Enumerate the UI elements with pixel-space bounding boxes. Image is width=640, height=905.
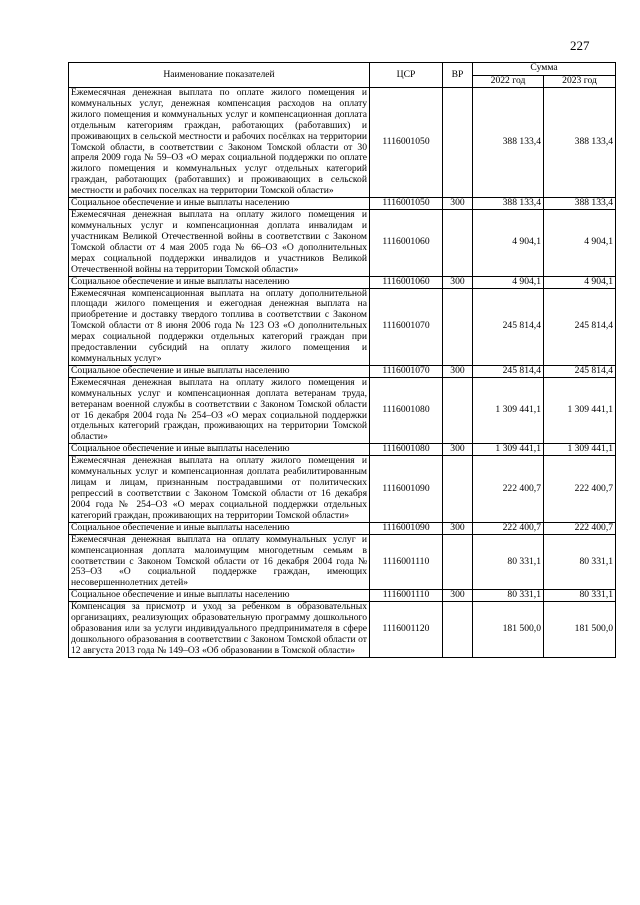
table-row [69,288,616,365]
cell-csr: 1116001060 [370,276,443,288]
cell-vr: 300 [443,444,473,456]
cell-csr: 1116001110 [370,534,443,590]
cell-csr: 1116001090 [370,522,443,534]
table-row [69,456,616,522]
cell-amount-2023: 245 814,4 [544,288,616,365]
cell-name: Социальное обеспечение и иные выплаты населению [69,198,370,210]
cell-amount-2023: 222 400,7 [544,522,616,534]
cell-amount-2022: 4 904,1 [473,276,544,288]
cell-vr: 300 [443,365,473,377]
header-csr: ЦСР [370,63,443,88]
cell-amount-2023: 222 400,7 [544,456,616,522]
header-vr: ВР [443,63,473,88]
cell-name: Ежемесячная денежная выплата на оплату жилого помещения и коммунальных услуг и компенсационная доплата ветеранам труда, ветеранам военной службы в соответствии с Законом Томской области от 16 декабря 2004 года № 254–ОЗ «О мерах социальной поддержки отдельных категорий граждан, проживающих на территории Томской области» [69,377,370,443]
cell-name: Ежемесячная денежная выплата на оплату жилого помещения и коммунальных услуг и компенсационная доплата инвалидам и участникам Великой Отечественной войны в соответствии с Законом Томской области от 4 мая 2005 года № 66–ОЗ «О дополнительных мерах социальной поддержки инвалидов и участников Великой Отечественной войны на территории Томской области» [69,210,370,276]
cell-name: Социальное обеспечение и иные выплаты населению [69,276,370,288]
header-name: Наименование показателей [69,63,370,88]
cell-amount-2023: 1 309 441,1 [544,377,616,443]
cell-name: Ежемесячная денежная выплата на оплату жилого помещения и коммунальных услуг и компенсационная доплата реабилитированным лицам и лицам, признанным пострадавшими от политических репрессий в соответствии с Законом Томской области от 16 декабря 2004 года № 254–ОЗ «О мерах социальной поддержки отдельных категорий граждан, проживающих на территории Томской области» [69,456,370,522]
table-row [69,210,616,276]
table-body [69,88,616,658]
cell-name: Ежемесячная компенсационная выплата на оплату дополнительной площади жилого помещения и ежегодная денежная выплата на приобретение и доставку твердого топлива в соответствии с Законом Томской области от 8 июня 2006 года № 123 ОЗ «О дополнительных мерах социальной поддержки отдельных категорий граждан при предоставлении субсидий на оплату жилого помещения и коммунальных услуг» [69,288,370,365]
cell-amount-2022: 245 814,4 [473,365,544,377]
cell-amount-2023: 80 331,1 [544,534,616,590]
cell-name: Компенсация за присмотр и уход за ребенком в образовательных организациях, реализующих образовательную программу дошкольного образования или за услуги индивидуального предпринимателя в сфере дошкольного образования в соответствии с Законом Томской области от 12 августа 2013 года № 149–ОЗ «Об образовании в Томской области» [69,602,370,658]
cell-csr: 1116001070 [370,288,443,365]
table-row [69,377,616,443]
cell-vr: 300 [443,276,473,288]
cell-vr [443,88,473,198]
cell-name: Ежемесячная денежная выплата на оплату коммунальных услуг и компенсационная доплата малоимущим многодетным семьям в соответствии с Законом Томской области от 16 декабря 2004 года № 253–ОЗ «О социальной поддержке граждан, имеющих несовершеннолетних детей» [69,534,370,590]
page-number: 227 [570,38,590,53]
cell-vr: 300 [443,522,473,534]
cell-csr: 1116001070 [370,365,443,377]
cell-name: Ежемесячная денежная выплата по оплате жилого помещения и коммунальных услуг, денежная компенсация расходов на оплату жилого помещения и коммунальных услуг и компенсационная доплата отдельным категориям граждан, работающих (работавших) и проживающих в сельской местности и рабочих посёлках на территории Томской области, в соответствии с Законом Томской области от 30 апреля 2009 года № 59–ОЗ «О мерах социальной поддержки по оплате жилого помещения и коммунальных услуг отдельных категорий граждан, работающих (работавших) и проживающих в сельской местности и рабочих поселках на территории Томской области» [69,88,370,198]
cell-amount-2023: 388 133,4 [544,198,616,210]
cell-amount-2022: 4 904,1 [473,210,544,276]
table-row-subtotal [69,444,616,456]
cell-amount-2022: 388 133,4 [473,198,544,210]
cell-vr [443,456,473,522]
cell-amount-2023: 388 133,4 [544,88,616,198]
cell-csr: 1116001060 [370,210,443,276]
cell-name: Социальное обеспечение и иные выплаты населению [69,444,370,456]
cell-amount-2022: 1 309 441,1 [473,444,544,456]
header-sum: Сумма [473,63,616,76]
cell-csr: 1116001050 [370,88,443,198]
cell-vr [443,288,473,365]
table-row [69,534,616,590]
cell-amount-2022: 181 500,0 [473,602,544,658]
budget-table [68,62,616,658]
cell-csr: 1116001050 [370,198,443,210]
cell-amount-2022: 80 331,1 [473,590,544,602]
cell-csr: 1116001080 [370,444,443,456]
cell-name: Социальное обеспечение и иные выплаты населению [69,590,370,602]
cell-vr [443,377,473,443]
cell-amount-2022: 1 309 441,1 [473,377,544,443]
cell-vr [443,602,473,658]
cell-amount-2023: 4 904,1 [544,210,616,276]
cell-csr: 1116001090 [370,456,443,522]
cell-amount-2023: 245 814,4 [544,365,616,377]
table-row-subtotal [69,522,616,534]
cell-name: Социальное обеспечение и иные выплаты населению [69,365,370,377]
cell-amount-2022: 388 133,4 [473,88,544,198]
table-row [69,88,616,198]
cell-vr [443,534,473,590]
cell-amount-2022: 245 814,4 [473,288,544,365]
cell-csr: 1116001110 [370,590,443,602]
table-row [69,602,616,658]
cell-amount-2023: 1 309 441,1 [544,444,616,456]
cell-vr: 300 [443,198,473,210]
cell-amount-2022: 222 400,7 [473,456,544,522]
cell-vr [443,210,473,276]
header-year-2022: 2022 год [473,75,544,88]
cell-csr: 1116001080 [370,377,443,443]
table-row-subtotal [69,590,616,602]
cell-vr: 300 [443,590,473,602]
header-year-2023: 2023 год [544,75,616,88]
cell-amount-2022: 222 400,7 [473,522,544,534]
cell-amount-2023: 181 500,0 [544,602,616,658]
table-row-subtotal [69,276,616,288]
table-row-subtotal [69,198,616,210]
table-row-subtotal [69,365,616,377]
cell-amount-2022: 80 331,1 [473,534,544,590]
cell-name: Социальное обеспечение и иные выплаты населению [69,522,370,534]
cell-amount-2023: 4 904,1 [544,276,616,288]
cell-csr: 1116001120 [370,602,443,658]
cell-amount-2023: 80 331,1 [544,590,616,602]
